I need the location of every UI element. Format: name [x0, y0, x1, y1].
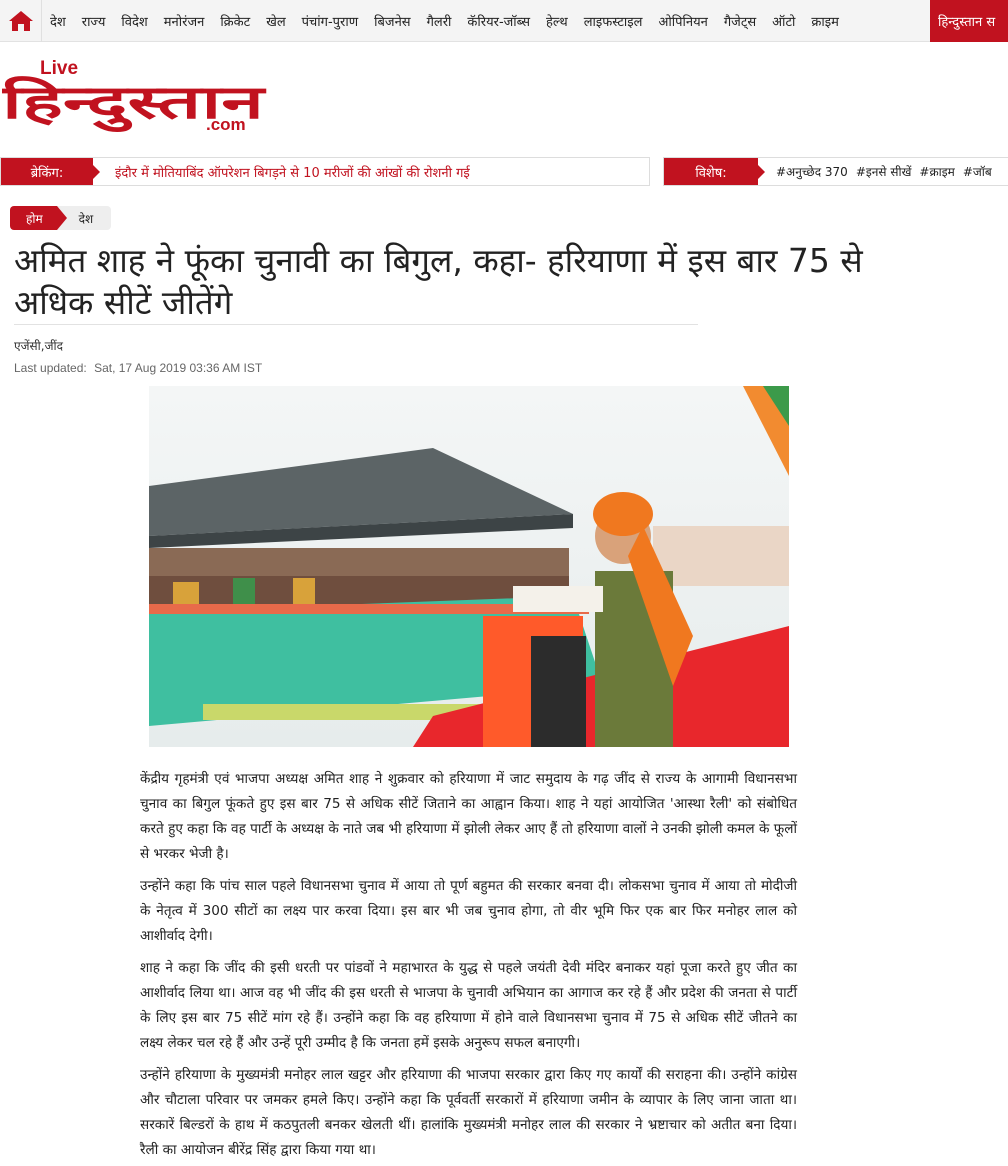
breaking-news-bar: [0, 157, 650, 186]
nav-item[interactable]: बिजनेस: [374, 14, 411, 30]
special-tag-link[interactable]: #इनसे सीखें: [855, 165, 912, 179]
nav-item[interactable]: क्रिकेट: [220, 14, 251, 30]
breadcrumb-section[interactable]: देश: [57, 206, 112, 230]
special-tag-link[interactable]: #क्राइम: [919, 165, 955, 179]
nav-item[interactable]: ऑटो: [772, 14, 796, 30]
last-updated-label: Last updated:: [14, 361, 87, 375]
nav-item[interactable]: कॅरियर-जॉब्स: [467, 14, 530, 30]
divider: [14, 324, 698, 325]
logo-hindustan: हिन्दुस्तान: [2, 75, 159, 129]
article-byline: एजेंसी,जींद: [14, 339, 63, 353]
special-tags: [758, 163, 1000, 180]
breaking-headline-link[interactable]: इंदौर में मोतियाबिंद ऑपरेशन बिगड़ने से 10 मरीजों की आंखों की रोशनी गई: [115, 165, 470, 181]
breaking-label: ब्रेकिंग:: [1, 158, 93, 185]
nav-item[interactable]: पंचांग-पुराण: [301, 14, 359, 30]
nav-item[interactable]: गैलरी: [426, 14, 452, 30]
nav-item[interactable]: गैजेट्स: [723, 14, 757, 30]
nav-item[interactable]: लाइफस्टाइल: [583, 14, 643, 30]
nav-item[interactable]: खेल: [266, 14, 286, 30]
nav-brand-tab[interactable]: हिन्दुस्तान स: [930, 0, 1008, 42]
special-label: विशेष:: [664, 158, 758, 185]
nav-item[interactable]: विदेश: [121, 14, 148, 30]
home-button[interactable]: [0, 0, 42, 42]
top-nav: [0, 0, 1008, 42]
article-paragraph: शाह ने कहा कि जींद की इसी धरती पर पांडवों ने महाभारत के युद्ध से पहले जयंती देवी मंदिर बनाकर यहां पूजा करते हुए जीत का आशीर्वाद लिया था। आज वह भी जींद की इस धरती से भाजपा के चुनावी अभियान का आगाज कर रहे हैं और प्रदेश की जनता से पार्टी के लिए इस बार 75 सीटें मांग रहे हैं। उन्होंने कहा कि वह हरियाणा में होने वाले विधानसभा चुनाव में 75 से अधिक सीटें जीतने का लक्ष्य लेकर चल रहे हैं और उन्हें पूरी उम्मीद है कि जनता हमें इसके अनुरूप सफल बनाएगी।: [140, 960, 797, 1051]
article-photo: [133, 386, 804, 747]
article-body: [140, 767, 797, 1166]
nav-item[interactable]: क्राइम: [811, 14, 839, 30]
article-headline: अमित शाह ने फूंका चुनावी का बिगुल, कहा- हरियाणा में इस बार 75 से अधिक सीटें जीतेंगे: [14, 241, 863, 322]
home-icon: [8, 9, 34, 33]
logo-live: Live: [40, 58, 79, 79]
article-paragraph: केंद्रीय गृहमंत्री एवं भाजपा अध्यक्ष अमित शाह ने शुक्रवार को हरियाणा में जाट समुदाय के गढ़ जींद से राज्य के आगामी विधानसभा चुनाव का बिगुल फूंकते हुए इस बार 75 से अधिक सीटें जिताने का आह्वान किया। शाह ने यहां आयोजित 'आस्था रैली' को संबोधित करते हुए कहा कि वह पार्टी के अध्यक्ष के नाते जब भी हरियाणा में झोली लेकर आए हैं तो हरियाणा वालों ने उनकी झोली कमल के फूलों से भरकर भेजी है।: [140, 771, 797, 862]
nav-items: [42, 0, 847, 42]
last-updated: [14, 361, 262, 375]
last-updated-value: Sat, 17 Aug 2019 03:36 AM IST: [94, 361, 263, 375]
logo-dotcom: .com: [206, 115, 246, 134]
rally-photo-image: [133, 386, 804, 747]
nav-item[interactable]: मनोरंजन: [163, 14, 205, 30]
breadcrumb: [10, 206, 111, 230]
nav-item[interactable]: देश: [50, 14, 66, 30]
special-tag-link[interactable]: #अनुच्छेद 370: [776, 165, 848, 179]
nav-item[interactable]: ओपिनियन: [658, 14, 708, 30]
breadcrumb-home[interactable]: होम: [10, 206, 57, 230]
nav-item[interactable]: राज्य: [81, 14, 106, 30]
article-paragraph: उन्होंने हरियाणा के मुख्यमंत्री मनोहर लाल खट्टर और हरियाणा की भाजपा सरकार द्वारा किए गए कार्यों की सराहना की। उन्होंने कांग्रेस और चौटाला परिवार पर जमकर हमले किए। उन्होंने कहा कि पूर्ववर्ती सरकारों में हरियाणा जमीन के व्यापार के लिए जाना जाता था। सरकारें बिल्डरों के हाथ में कठपुतली बनकर खेलती थीं। हालांकि मुख्यमंत्री मनोहर लाल की सरकार ने भ्रष्टाचार को अतीत बना दिया। रैली का आयोजन बीरेंद्र सिंह द्वारा किया गया था।: [140, 1067, 797, 1158]
nav-item[interactable]: हेल्थ: [545, 14, 568, 30]
article-paragraph: उन्होंने कहा कि पांच साल पहले विधानसभा चुनाव में आया तो पूर्ण बहुमत की सरकार बनवा दी। लोकसभा चुनाव में आया तो मोदीजी के नेतृत्व में 300 सीटों का लक्ष्य पार करवा दिया। इस बार भी जब चुनाव होगा, तो वीर भूमि फिर एक बार फिर मनोहर लाल को आशीर्वाद देगी।: [140, 878, 797, 944]
special-bar: [663, 157, 1008, 186]
site-logo[interactable]: [2, 56, 272, 136]
special-tag-link[interactable]: #जॉब: [962, 165, 992, 179]
